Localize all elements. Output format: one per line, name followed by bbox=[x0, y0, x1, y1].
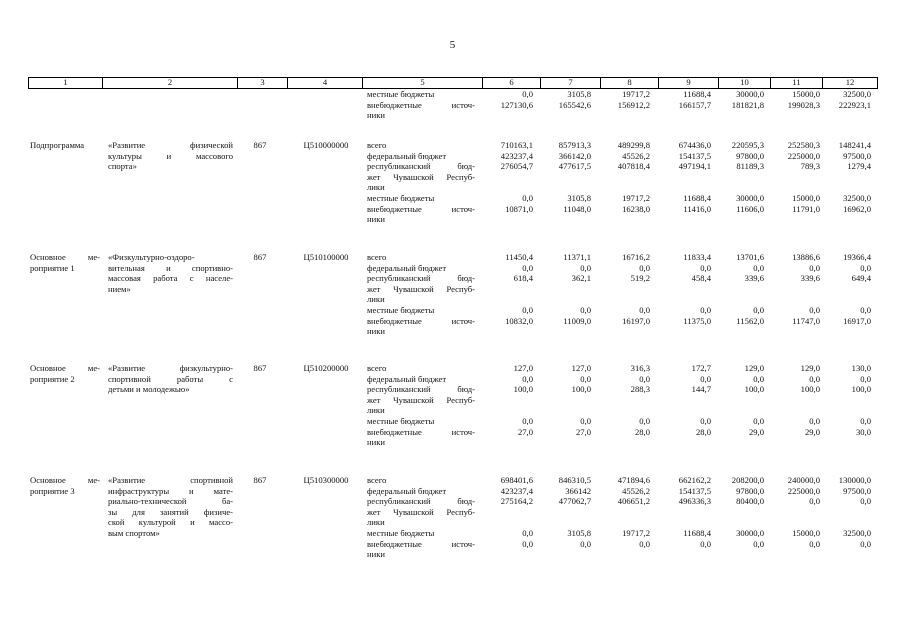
header-cell-4: 4 bbox=[287, 77, 362, 88]
value-cell: 240000,0 bbox=[787, 475, 820, 485]
program-title-line: «Физкультурно-оздоро- bbox=[108, 252, 195, 262]
value-cell: 29,0 bbox=[804, 426, 820, 437]
program-title-line: вительная и спортивно- bbox=[108, 262, 233, 273]
value-cell: 0,0 bbox=[809, 262, 820, 273]
value-cell: 16962,0 bbox=[843, 203, 871, 214]
value-cell: 698401,6 bbox=[500, 475, 533, 485]
value-cell: 0,0 bbox=[522, 193, 533, 203]
value-cell: 225000,0 bbox=[787, 485, 820, 496]
source-label: федеральный бюджет bbox=[367, 262, 447, 273]
program-title-line: «Развитие спортивной bbox=[108, 475, 233, 485]
source-label: ники bbox=[367, 549, 385, 560]
source-label: лики bbox=[367, 294, 385, 305]
value-cell: 0,0 bbox=[753, 416, 764, 426]
program-name-line: Основное ме- bbox=[30, 363, 100, 373]
program-title-line: нием» bbox=[108, 283, 131, 294]
funding-sources bbox=[367, 475, 475, 560]
value-cell: 11375,0 bbox=[683, 315, 711, 326]
responsible-code: 867 bbox=[253, 363, 267, 373]
value-cell: 10832,0 bbox=[505, 315, 533, 326]
value-cell: 0,0 bbox=[639, 373, 650, 384]
value-cell: 0,0 bbox=[809, 496, 820, 507]
value-cell: 0,0 bbox=[809, 538, 820, 549]
budget-classification-code: Ц510000000 bbox=[303, 140, 349, 150]
value-cell: 252580,3 bbox=[787, 140, 820, 150]
value-cell: 11791,0 bbox=[792, 203, 820, 214]
value-cell: 0,0 bbox=[700, 538, 711, 549]
value-cell: 789,3 bbox=[800, 161, 820, 172]
value-cell: 208200,0 bbox=[731, 475, 764, 485]
value-cell: 0,0 bbox=[700, 262, 711, 273]
value-cell: 471894,6 bbox=[617, 475, 650, 485]
value-cell: 28,0 bbox=[695, 426, 711, 437]
value-cell: 16238,0 bbox=[622, 203, 650, 214]
value-cell: 0,0 bbox=[860, 262, 871, 273]
source-label: жет Чувашской Респуб- bbox=[367, 283, 475, 294]
value-cell: 0,0 bbox=[700, 305, 711, 315]
value-cell: 19366,4 bbox=[843, 252, 871, 262]
value-cell: 11688,4 bbox=[683, 528, 711, 538]
funding-sources bbox=[367, 140, 475, 225]
value-cell: 30000,0 bbox=[736, 193, 764, 203]
source-label: всего bbox=[367, 252, 387, 262]
value-cell: 649,4 bbox=[851, 273, 871, 284]
value-cell: 3105,8 bbox=[567, 528, 591, 538]
value-cell: 0,0 bbox=[639, 538, 650, 549]
value-cell: 220595,3 bbox=[731, 140, 764, 150]
value-cell: 0,0 bbox=[580, 262, 591, 273]
program-title-line: спортивной работы с bbox=[108, 373, 233, 384]
value-cell: 0,0 bbox=[753, 373, 764, 384]
value-cell: 0,0 bbox=[700, 373, 711, 384]
source-label: всего bbox=[367, 363, 387, 373]
source-label: федеральный бюджет bbox=[367, 150, 447, 161]
value-cell: 0,0 bbox=[700, 416, 711, 426]
value-cell: 97500,0 bbox=[843, 485, 871, 496]
value-cell: 0,0 bbox=[860, 305, 871, 315]
value-cell: 222923,1 bbox=[838, 99, 871, 110]
value-cell: 30000,0 bbox=[736, 528, 764, 538]
value-cell: 27,0 bbox=[517, 426, 533, 437]
value-cell: 11688,4 bbox=[683, 89, 711, 99]
value-cell: 11009,0 bbox=[563, 315, 591, 326]
header-cell-6: 6 bbox=[482, 77, 540, 88]
header-cell-1: 1 bbox=[28, 77, 102, 88]
value-cell: 288,3 bbox=[630, 384, 650, 395]
value-cell: 130,0 bbox=[851, 363, 871, 373]
budget-classification-code: Ц510100000 bbox=[303, 252, 349, 262]
header-cell-8: 8 bbox=[600, 77, 658, 88]
value-cell: 97500,0 bbox=[843, 150, 871, 161]
value-cell: 366142,0 bbox=[558, 150, 591, 161]
source-label: местные бюджеты bbox=[367, 415, 435, 426]
value-cell: 11371,1 bbox=[563, 252, 591, 262]
value-cell: 16917,0 bbox=[843, 315, 871, 326]
source-label: ники bbox=[367, 110, 385, 121]
value-cell: 339,6 bbox=[800, 273, 820, 284]
value-cell: 11606,0 bbox=[736, 203, 764, 214]
program-title bbox=[108, 363, 233, 395]
source-label: всего bbox=[367, 140, 387, 150]
value-cell: 0,0 bbox=[639, 416, 650, 426]
responsible-code: 867 bbox=[253, 252, 267, 262]
source-label: республиканский бюд- bbox=[367, 384, 475, 395]
value-cell: 406651,2 bbox=[617, 496, 650, 507]
value-cell: 0,0 bbox=[522, 262, 533, 273]
value-cell: 339,6 bbox=[744, 273, 764, 284]
source-label: лики bbox=[367, 405, 385, 416]
value-cell: 13701,6 bbox=[736, 252, 764, 262]
value-cell: 11688,4 bbox=[683, 193, 711, 203]
value-cell: 30000,0 bbox=[736, 89, 764, 99]
value-cell: 497194,1 bbox=[678, 161, 711, 172]
value-cell: 148241,4 bbox=[838, 140, 871, 150]
source-label: местные бюджеты bbox=[367, 304, 435, 315]
value-cell: 172,7 bbox=[691, 363, 711, 373]
value-cell: 276054,7 bbox=[500, 161, 533, 172]
program-title-line: детьми и молодежью» bbox=[108, 384, 190, 395]
value-cell: 144,7 bbox=[691, 384, 711, 395]
value-cell: 0,0 bbox=[580, 373, 591, 384]
program-title-line: ской культурой и массо- bbox=[108, 517, 233, 528]
value-cell: 458,4 bbox=[691, 273, 711, 284]
source-label: местные бюджеты bbox=[367, 89, 435, 99]
source-label: республиканский бюд- bbox=[367, 161, 475, 172]
value-cell: 275164,2 bbox=[500, 496, 533, 507]
program-name-line: роприятие 2 bbox=[30, 373, 75, 384]
value-cell: 19717,2 bbox=[622, 89, 650, 99]
value-cell: 0,0 bbox=[522, 89, 533, 99]
value-cell: 489299,8 bbox=[617, 140, 650, 150]
budget-classification-code: Ц510200000 bbox=[303, 363, 349, 373]
value-cell: 15000,0 bbox=[792, 89, 820, 99]
value-cell: 0,0 bbox=[522, 416, 533, 426]
value-cell: 0,0 bbox=[860, 373, 871, 384]
value-cell: 32500,0 bbox=[843, 89, 871, 99]
budget-classification-code: Ц510300000 bbox=[303, 475, 349, 485]
value-cell: 81189,3 bbox=[736, 161, 764, 172]
value-cell: 32500,0 bbox=[843, 528, 871, 538]
value-cell: 674436,0 bbox=[678, 140, 711, 150]
value-cell: 97800,0 bbox=[736, 150, 764, 161]
value-cell: 0,0 bbox=[753, 538, 764, 549]
value-cell: 0,0 bbox=[753, 262, 764, 273]
value-cell: 0,0 bbox=[522, 528, 533, 538]
value-cell: 129,0 bbox=[744, 363, 764, 373]
source-label: местные бюджеты bbox=[367, 192, 435, 203]
responsible-code: 867 bbox=[253, 475, 267, 485]
source-label: внебюджетные источ- bbox=[367, 315, 475, 326]
source-label: внебюджетные источ- bbox=[367, 426, 475, 437]
value-cell: 362,1 bbox=[571, 273, 591, 284]
source-label: жет Чувашской Респуб- bbox=[367, 394, 475, 405]
continuation-sources bbox=[367, 89, 475, 121]
source-label: ники bbox=[367, 437, 385, 448]
source-label: внебюджетные источ- bbox=[367, 538, 475, 549]
header-cell-3: 3 bbox=[237, 77, 287, 88]
value-cell: 0,0 bbox=[809, 305, 820, 315]
value-cell: 19717,2 bbox=[622, 193, 650, 203]
value-cell: 423237,4 bbox=[500, 485, 533, 496]
program-title-line: спорта» bbox=[108, 161, 137, 172]
source-label: внебюджетные источ- bbox=[367, 203, 475, 214]
program-title-line: зы для занятий физиче- bbox=[108, 506, 233, 517]
value-cell: 477062,7 bbox=[558, 496, 591, 507]
value-cell: 618,4 bbox=[513, 273, 533, 284]
value-cell: 129,0 bbox=[800, 363, 820, 373]
source-label: республиканский бюд- bbox=[367, 273, 475, 284]
program-name bbox=[30, 140, 100, 151]
value-cell: 15000,0 bbox=[792, 528, 820, 538]
value-cell: 45526,2 bbox=[622, 150, 650, 161]
source-label: местные бюджеты bbox=[367, 527, 435, 538]
value-cell: 407818,4 bbox=[617, 161, 650, 172]
value-cell: 10871,0 bbox=[505, 203, 533, 214]
value-cell: 477617,5 bbox=[558, 161, 591, 172]
value-cell: 3105,8 bbox=[567, 89, 591, 99]
value-cell: 19717,2 bbox=[622, 528, 650, 538]
value-cell: 100,0 bbox=[800, 384, 820, 395]
program-name-line: роприятие 1 bbox=[30, 262, 75, 273]
value-cell: 16197,0 bbox=[622, 315, 650, 326]
program-name-line: Основное ме- bbox=[30, 252, 100, 262]
value-cell: 181821,8 bbox=[731, 99, 764, 110]
source-label: ники bbox=[367, 214, 385, 225]
value-cell: 30,0 bbox=[855, 426, 871, 437]
value-cell: 0,0 bbox=[580, 416, 591, 426]
source-label: федеральный бюджет bbox=[367, 373, 447, 384]
funding-sources bbox=[367, 252, 475, 337]
value-cell: 45526,2 bbox=[622, 485, 650, 496]
value-cell: 11450,4 bbox=[505, 252, 533, 262]
source-label: лики bbox=[367, 182, 385, 193]
program-title-line: культуры и массового bbox=[108, 150, 233, 161]
program-name-line: Основное ме- bbox=[30, 475, 100, 485]
value-cell: 1279,4 bbox=[847, 161, 871, 172]
program-title bbox=[108, 252, 233, 294]
value-cell: 710163,1 bbox=[500, 140, 533, 150]
value-cell: 519,2 bbox=[630, 273, 650, 284]
program-name-line: Подпрограмма bbox=[30, 140, 85, 150]
value-cell: 15000,0 bbox=[792, 193, 820, 203]
value-cell: 225000,0 bbox=[787, 150, 820, 161]
program-name bbox=[30, 363, 100, 384]
value-cell: 11048,0 bbox=[563, 203, 591, 214]
header-cell-9: 9 bbox=[658, 77, 718, 88]
value-cell: 0,0 bbox=[522, 305, 533, 315]
value-cell: 662162,2 bbox=[678, 475, 711, 485]
source-label: ники bbox=[367, 326, 385, 337]
value-cell: 496336,3 bbox=[678, 496, 711, 507]
value-cell: 366142 bbox=[565, 485, 591, 496]
program-title bbox=[108, 475, 233, 539]
value-cell: 199028,3 bbox=[787, 99, 820, 110]
value-cell: 166157,7 bbox=[678, 99, 711, 110]
value-cell: 100,0 bbox=[571, 384, 591, 395]
value-cell: 156912,2 bbox=[617, 99, 650, 110]
value-cell: 0,0 bbox=[753, 305, 764, 315]
value-cell: 0,0 bbox=[860, 416, 871, 426]
value-cell: 0,0 bbox=[522, 538, 533, 549]
value-cell: 165542,6 bbox=[558, 99, 591, 110]
program-title-line: вым спортом» bbox=[108, 527, 160, 538]
program-title-line: риально-технической ба- bbox=[108, 496, 233, 507]
value-cell: 316,3 bbox=[630, 363, 650, 373]
source-label: республиканский бюд- bbox=[367, 496, 475, 507]
source-label: всего bbox=[367, 475, 387, 485]
value-cell: 28,0 bbox=[634, 426, 650, 437]
value-cell: 11747,0 bbox=[792, 315, 820, 326]
program-title bbox=[108, 140, 233, 172]
value-cell: 100,0 bbox=[851, 384, 871, 395]
program-name bbox=[30, 475, 100, 496]
value-cell: 100,0 bbox=[744, 384, 764, 395]
value-cell: 0,0 bbox=[860, 538, 871, 549]
program-name-line: роприятие 3 bbox=[30, 485, 75, 496]
value-cell: 0,0 bbox=[809, 373, 820, 384]
value-cell: 130000,0 bbox=[838, 475, 871, 485]
header-cell-7: 7 bbox=[540, 77, 600, 88]
value-cell: 16716,2 bbox=[622, 252, 650, 262]
value-cell: 29,0 bbox=[748, 426, 764, 437]
header-cell-12: 12 bbox=[822, 77, 878, 88]
value-cell: 154137,5 bbox=[678, 150, 711, 161]
value-cell: 857913,3 bbox=[558, 140, 591, 150]
value-cell: 3105,8 bbox=[567, 193, 591, 203]
source-label: внебюджетные источ- bbox=[367, 99, 475, 110]
value-cell: 0,0 bbox=[580, 305, 591, 315]
value-cell: 127,0 bbox=[513, 363, 533, 373]
header-cell-10: 10 bbox=[718, 77, 770, 88]
value-cell: 0,0 bbox=[580, 538, 591, 549]
value-cell: 154137,5 bbox=[678, 485, 711, 496]
source-label: федеральный бюджет bbox=[367, 485, 447, 496]
value-cell: 32500,0 bbox=[843, 193, 871, 203]
value-cell: 0,0 bbox=[860, 496, 871, 507]
table-header bbox=[28, 77, 878, 89]
value-cell: 13886,6 bbox=[792, 252, 820, 262]
value-cell: 127130,6 bbox=[500, 99, 533, 110]
value-cell: 100,0 bbox=[513, 384, 533, 395]
value-cell: 0,0 bbox=[522, 373, 533, 384]
responsible-code: 867 bbox=[253, 140, 267, 150]
value-cell: 11562,0 bbox=[736, 315, 764, 326]
value-cell: 0,0 bbox=[639, 262, 650, 273]
value-cell: 11416,0 bbox=[683, 203, 711, 214]
header-cell-2: 2 bbox=[102, 77, 237, 88]
value-cell: 80400,0 bbox=[736, 496, 764, 507]
header-cell-5: 5 bbox=[362, 77, 482, 88]
source-label: жет Чувашской Респуб- bbox=[367, 171, 475, 182]
value-cell: 11833,4 bbox=[683, 252, 711, 262]
page-number: 5 bbox=[449, 39, 456, 51]
program-name bbox=[30, 252, 100, 273]
header-cell-11: 11 bbox=[770, 77, 822, 88]
value-cell: 846310,5 bbox=[558, 475, 591, 485]
value-cell: 97800,0 bbox=[736, 485, 764, 496]
program-title-line: «Развитие физкультурно- bbox=[108, 363, 233, 373]
value-cell: 0,0 bbox=[809, 416, 820, 426]
source-label: жет Чувашской Респуб- bbox=[367, 506, 475, 517]
funding-sources bbox=[367, 363, 475, 448]
program-title-line: массовая работа с населе- bbox=[108, 273, 233, 284]
source-label: лики bbox=[367, 517, 385, 528]
program-title-line: инфраструктуры и мате- bbox=[108, 485, 233, 496]
value-cell: 127,0 bbox=[571, 363, 591, 373]
value-cell: 423237,4 bbox=[500, 150, 533, 161]
value-cell: 27,0 bbox=[575, 426, 591, 437]
program-title-line: «Развитие физической bbox=[108, 140, 233, 150]
value-cell: 0,0 bbox=[639, 305, 650, 315]
